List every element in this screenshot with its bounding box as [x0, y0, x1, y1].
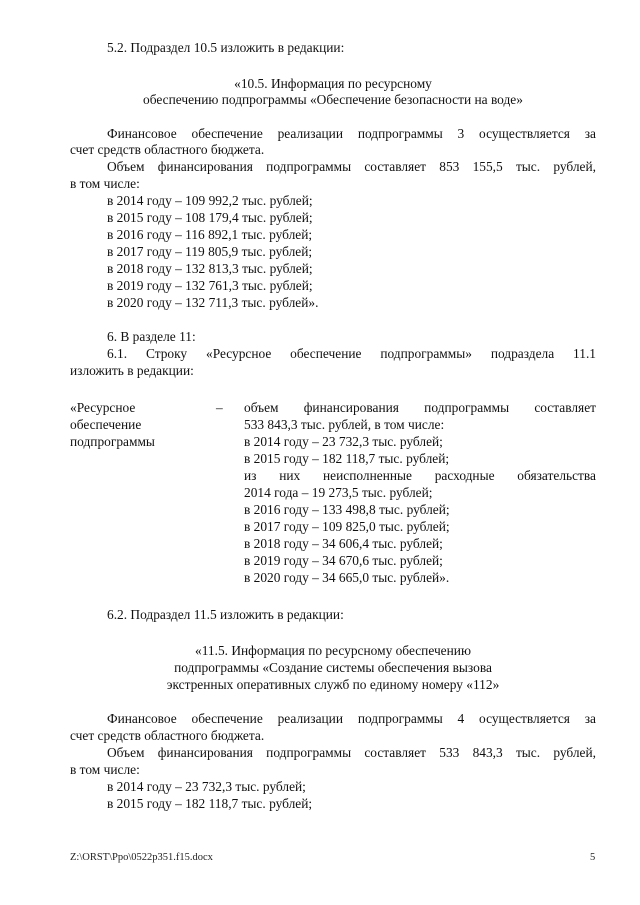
s62-fin-line2: счет средств областного бюджета.: [70, 728, 265, 743]
footer-file-path: Z:\ORST\Ppo\0522p351.f15.docx: [70, 852, 213, 863]
section-11-5-title-line2: подпрограммы «Создание системы обеспечения вызова: [174, 660, 492, 675]
s62-fin-line1: Финансовое обеспечение реализации подпрограммы 4 осуществляется за: [107, 711, 596, 726]
s52-year-2018: в 2018 году – 132 813,3 тыс. рублей;: [107, 261, 313, 276]
s52-year-2016: в 2016 году – 116 892,1 тыс. рублей;: [107, 227, 313, 242]
s52-volume-line1: Объем финансирования подпрограммы составляет 853 155,5 тыс. рублей,: [107, 159, 596, 174]
table-dash: –: [216, 400, 223, 415]
table-left-line2: обеспечение: [70, 417, 142, 432]
section-6-heading: 6. В разделе 11:: [107, 329, 196, 344]
s52-fin-line1: Финансовое обеспечение реализации подпрограммы 3 осуществляется за: [107, 126, 596, 141]
section-6-1-line1: 6.1. Строку «Ресурсное обеспечение подпрограммы» подраздела 11.1: [107, 346, 596, 361]
table-unfulfilled-line1: из них неисполненные расходные обязательства: [244, 468, 596, 483]
s62-year-2015: в 2015 году – 182 118,7 тыс. рублей;: [107, 796, 313, 811]
table-year-2016: в 2016 году – 133 498,8 тыс. рублей;: [244, 502, 450, 517]
section-11-5-title-line1: «11.5. Информация по ресурсному обеспечению: [195, 643, 471, 658]
s52-year-2017: в 2017 году – 119 805,9 тыс. рублей;: [107, 244, 313, 259]
table-year-2014: в 2014 году – 23 732,3 тыс. рублей;: [244, 434, 443, 449]
s52-volume-line2: в том числе:: [70, 176, 140, 191]
s52-year-2020: в 2020 году – 132 711,3 тыс. рублей».: [107, 295, 319, 310]
table-year-2017: в 2017 году – 109 825,0 тыс. рублей;: [244, 519, 450, 534]
s52-year-2014: в 2014 году – 109 992,2 тыс. рублей;: [107, 193, 313, 208]
table-year-2019: в 2019 году – 34 670,6 тыс. рублей;: [244, 553, 443, 568]
s52-year-2019: в 2019 году – 132 761,3 тыс. рублей;: [107, 278, 313, 293]
table-unfulfilled-line2: 2014 года – 19 273,5 тыс. рублей;: [244, 485, 433, 500]
page-number: 5: [590, 852, 596, 863]
table-right-line2: 533 843,3 тыс. рублей, в том числе:: [244, 417, 445, 432]
s62-year-2014: в 2014 году – 23 732,3 тыс. рублей;: [107, 779, 306, 794]
table-year-2015: в 2015 году – 182 118,7 тыс. рублей;: [244, 451, 450, 466]
section-11-5-title-line3: экстренных оперативных служб по единому номеру «112»: [166, 677, 500, 692]
section-6-2-heading: 6.2. Подраздел 11.5 изложить в редакции:: [107, 607, 344, 622]
s62-volume-line1: Объем финансирования подпрограммы составляет 533 843,3 тыс. рублей,: [107, 745, 596, 760]
section-10-5-title-line2: обеспечению подпрограммы «Обеспечение безопасности на воде»: [143, 92, 523, 107]
s52-fin-line2: счет средств областного бюджета.: [70, 142, 265, 157]
table-left-line3: подпрограммы: [70, 434, 155, 449]
s52-year-2015: в 2015 году – 108 179,4 тыс. рублей;: [107, 210, 313, 225]
section-5-2-heading: 5.2. Подраздел 10.5 изложить в редакции:: [107, 40, 345, 55]
section-6-1-line2: изложить в редакции:: [70, 363, 194, 378]
table-year-2018: в 2018 году – 34 606,4 тыс. рублей;: [244, 536, 443, 551]
table-left-line1: «Ресурсное: [70, 400, 136, 415]
table-right-line1: объем финансирования подпрограммы составляет: [244, 400, 596, 415]
table-year-2020: в 2020 году – 34 665,0 тыс. рублей».: [244, 570, 450, 585]
s62-volume-line2: в том числе:: [70, 762, 140, 777]
section-10-5-title-line1: «10.5. Информация по ресурсному: [234, 76, 432, 91]
